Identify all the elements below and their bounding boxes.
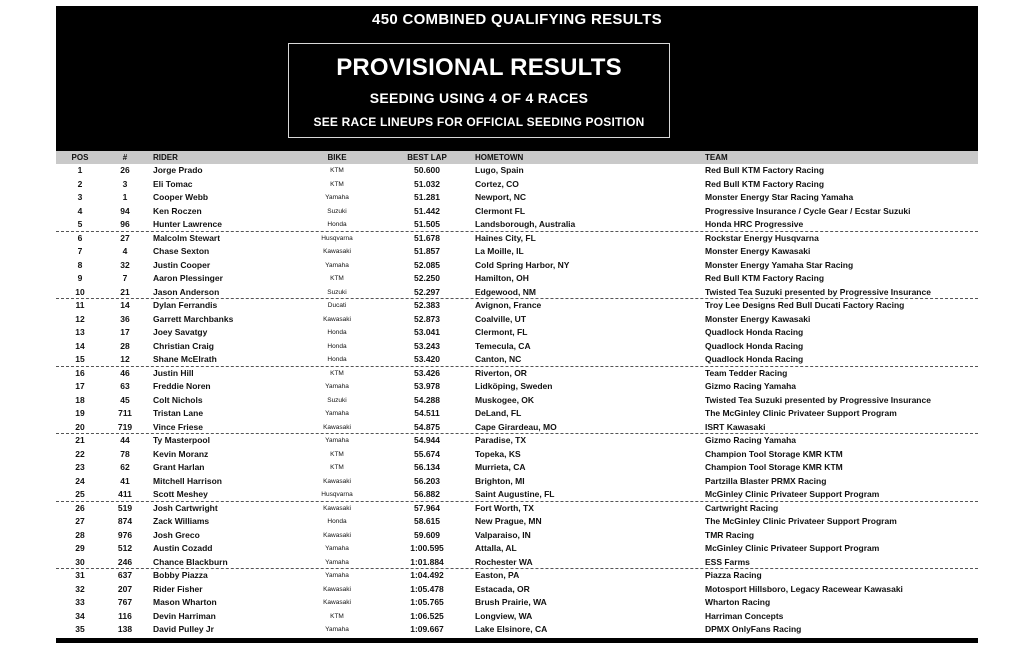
- cell-best-lap: 54.288: [414, 394, 440, 405]
- cell-number: 519: [117, 502, 133, 513]
- cell-pos: 11: [75, 300, 85, 310]
- cell-team: Progressive Insurance / Cycle Gear / Ecstar Suzuki: [705, 205, 911, 216]
- cell-team: Red Bull KTM Factory Racing: [705, 165, 825, 175]
- cell-team: Monster Energy Yamaha Star Racing: [705, 259, 854, 270]
- cell-bike: Kawasaki: [323, 477, 351, 485]
- cell-best-lap: 52.250: [414, 273, 440, 283]
- cell-pos: 33: [75, 597, 85, 607]
- cell-bike: KTM: [330, 167, 344, 174]
- cell-bike: Kawasaki: [323, 248, 351, 255]
- table-row: [56, 218, 978, 232]
- cell-hometown: Rochester WA: [475, 556, 533, 567]
- table-row: [56, 596, 978, 610]
- cell-best-lap: 51.678: [414, 232, 440, 243]
- cell-number: 78: [120, 448, 130, 459]
- column-header-row: [56, 151, 978, 164]
- cell-pos: 16: [75, 367, 85, 378]
- cell-bike: KTM: [330, 450, 344, 458]
- column-header-team: TEAM: [705, 153, 728, 162]
- cell-team: Twisted Tea Suzuki presented by Progressive Insurance: [705, 394, 931, 405]
- cell-best-lap: 52.297: [414, 286, 440, 297]
- cell-rider: Christian Craig: [153, 340, 214, 351]
- cell-pos: 31: [75, 570, 85, 580]
- cell-best-lap: 56.134: [414, 462, 440, 472]
- cell-hometown: Fort Worth, TX: [475, 502, 534, 513]
- cell-team: Motosport Hillsboro, Legacy Racewear Kawasaki: [705, 583, 903, 594]
- cell-bike: Kawasaki: [323, 315, 351, 323]
- cell-pos: 23: [75, 462, 85, 472]
- results-table-body: [56, 164, 978, 637]
- cell-best-lap: 53.041: [414, 327, 440, 337]
- cell-best-lap: 1:05.478: [410, 583, 444, 594]
- cell-best-lap: 57.964: [414, 502, 440, 513]
- cell-bike: Suzuki: [327, 288, 347, 296]
- table-row: [56, 502, 978, 516]
- cell-bike: Honda: [327, 329, 347, 336]
- cell-rider: Malcolm Stewart: [153, 232, 221, 243]
- cell-hometown: Clermont, FL: [475, 327, 528, 337]
- cell-team: Gizmo Racing Yamaha: [705, 435, 797, 445]
- table-row: [56, 191, 978, 205]
- cell-pos: 12: [75, 313, 85, 324]
- cell-bike: Kawasaki: [323, 531, 351, 539]
- cell-hometown: Attalla, AL: [475, 543, 517, 553]
- cell-pos: 2: [77, 178, 83, 189]
- cell-number: 26: [120, 165, 130, 175]
- cell-best-lap: 1:01.884: [410, 556, 444, 567]
- cell-bike: Yamaha: [325, 261, 349, 269]
- cell-bike: KTM: [330, 275, 344, 282]
- cell-hometown: Murrieta, CA: [475, 462, 526, 472]
- cell-team: Twisted Tea Suzuki presented by Progressive Insurance: [705, 286, 931, 297]
- cell-rider: Joey Savatgy: [153, 327, 208, 337]
- cell-best-lap: 51.505: [414, 219, 440, 229]
- cell-bike: KTM: [330, 612, 344, 620]
- cell-number: 32: [120, 259, 130, 270]
- cell-rider: Ken Roczen: [153, 205, 202, 216]
- cell-pos: 1: [77, 165, 83, 175]
- cell-bike: Yamaha: [325, 572, 349, 579]
- cell-best-lap: 54.511: [414, 408, 440, 418]
- cell-team: Wharton Racing: [705, 597, 771, 607]
- cell-hometown: Longview, WA: [475, 610, 533, 621]
- cell-pos: 9: [77, 273, 83, 283]
- cell-number: 512: [117, 543, 133, 553]
- lineup-note: SEE RACE LINEUPS FOR OFFICIAL SEEDING POSITION: [313, 115, 645, 129]
- cell-rider: Austin Cozadd: [153, 543, 213, 553]
- cell-hometown: Cold Spring Harbor, NY: [475, 259, 570, 270]
- cell-number: 17: [120, 327, 130, 337]
- cell-pos: 25: [75, 489, 85, 499]
- cell-team: ISRT Kawasaki: [705, 421, 766, 432]
- bottom-bar: [56, 638, 978, 643]
- cell-hometown: Haines City, FL: [475, 232, 536, 243]
- cell-bike: Yamaha: [325, 558, 349, 566]
- cell-rider: Cooper Webb: [153, 192, 209, 202]
- cell-best-lap: 56.882: [414, 489, 440, 499]
- cell-best-lap: 51.032: [414, 178, 440, 189]
- cell-team: Quadlock Honda Racing: [705, 354, 804, 364]
- cell-pos: 30: [75, 556, 85, 567]
- cell-rider: Josh Cartwright: [153, 502, 218, 513]
- cell-pos: 17: [75, 381, 85, 391]
- cell-number: 207: [117, 583, 133, 594]
- cell-bike: KTM: [330, 369, 344, 377]
- cell-hometown: Landsborough, Australia: [475, 219, 576, 229]
- cell-number: 63: [120, 381, 130, 391]
- table-row: [56, 623, 978, 637]
- cell-best-lap: 1:00.595: [410, 543, 444, 553]
- cell-hometown: Valparaiso, IN: [475, 529, 531, 540]
- cell-hometown: Lake Elsinore, CA: [475, 624, 548, 634]
- column-header-best-lap: BEST LAP: [407, 153, 447, 162]
- cell-hometown: Lidköping, Sweden: [475, 381, 553, 391]
- table-row: [56, 461, 978, 475]
- cell-rider: Bobby Piazza: [153, 570, 208, 580]
- cell-best-lap: 1:06.525: [410, 610, 444, 621]
- table-row: [56, 407, 978, 421]
- column-header-bike: BIKE: [327, 153, 347, 162]
- cell-hometown: Temecula, CA: [475, 340, 531, 351]
- table-row: [56, 542, 978, 556]
- cell-bike: Kawasaki: [323, 585, 351, 593]
- cell-number: 45: [120, 394, 130, 405]
- cell-number: 94: [120, 205, 130, 216]
- cell-pos: 4: [77, 205, 83, 216]
- cell-best-lap: 54.944: [414, 435, 440, 445]
- cell-pos: 8: [77, 259, 83, 270]
- cell-bike: Kawasaki: [323, 423, 351, 431]
- cell-team: Red Bull KTM Factory Racing: [705, 178, 825, 189]
- cell-number: 1: [122, 192, 128, 202]
- cell-best-lap: 53.420: [414, 354, 440, 364]
- cell-pos: 20: [75, 421, 85, 432]
- table-row: [56, 232, 978, 246]
- table-row: [56, 245, 978, 259]
- cell-pos: 10: [75, 286, 85, 297]
- table-row: [56, 515, 978, 529]
- cell-rider: Justin Cooper: [153, 259, 211, 270]
- cell-bike: Honda: [327, 356, 347, 363]
- cell-bike: Suzuki: [327, 207, 347, 215]
- cell-number: 96: [120, 219, 130, 229]
- cell-number: 976: [117, 529, 133, 540]
- cell-bike: Honda: [327, 342, 347, 350]
- cell-number: 719: [117, 421, 133, 432]
- cell-team: McGinley Clinic Privateer Support Program: [705, 543, 880, 553]
- cell-bike: Yamaha: [325, 410, 349, 417]
- cell-best-lap: 1:04.492: [410, 570, 444, 580]
- cell-hometown: Clermont FL: [475, 205, 526, 216]
- cell-rider: Devin Harriman: [153, 610, 216, 621]
- cell-number: 7: [122, 273, 128, 283]
- cell-bike: KTM: [330, 464, 344, 471]
- cell-pos: 32: [75, 583, 85, 594]
- cell-pos: 15: [75, 354, 85, 364]
- cell-team: Monster Energy Star Racing Yamaha: [705, 192, 854, 202]
- table-row: [56, 178, 978, 192]
- cell-rider: Jorge Prado: [153, 165, 203, 175]
- cell-rider: Justin Hill: [153, 367, 194, 378]
- cell-number: 411: [118, 489, 132, 499]
- cell-hometown: Canton, NC: [475, 354, 522, 364]
- provisional-box: [288, 43, 670, 138]
- cell-rider: Garrett Marchbanks: [153, 313, 234, 324]
- cell-number: 21: [120, 286, 130, 297]
- cell-pos: 6: [77, 232, 83, 243]
- cell-rider: Chance Blackburn: [153, 556, 228, 567]
- cell-pos: 19: [75, 408, 85, 418]
- cell-pos: 21: [75, 435, 85, 445]
- cell-pos: 34: [75, 610, 85, 621]
- table-row: [56, 164, 978, 178]
- cell-team: Quadlock Honda Racing: [705, 327, 804, 337]
- cell-rider: Shane McElrath: [153, 354, 217, 364]
- provisional-title: PROVISIONAL RESULTS: [336, 54, 622, 81]
- cell-team: ESS Farms: [705, 556, 750, 567]
- table-row: [56, 259, 978, 273]
- table-row: [56, 299, 978, 313]
- cell-team: Champion Tool Storage KMR KTM: [705, 462, 843, 472]
- cell-best-lap: 51.442: [414, 205, 440, 216]
- table-row: [56, 380, 978, 394]
- cell-number: 637: [117, 570, 133, 580]
- cell-rider: Scott Meshey: [153, 489, 208, 499]
- cell-hometown: Hamilton, OH: [475, 273, 529, 283]
- cell-best-lap: 53.978: [414, 381, 440, 391]
- cell-pos: 28: [75, 529, 85, 540]
- cell-pos: 7: [77, 246, 83, 256]
- column-header-hometown: HOMETOWN: [475, 153, 524, 162]
- table-row: [56, 394, 978, 408]
- table-row: [56, 326, 978, 340]
- cell-number: 3: [122, 178, 128, 189]
- table-row: [56, 475, 978, 489]
- cell-hometown: Coalville, UT: [475, 313, 527, 324]
- cell-bike: Husqvarna: [321, 234, 353, 242]
- cell-bike: Ducati: [327, 302, 347, 309]
- cell-hometown: Brush Prairie, WA: [475, 597, 547, 607]
- cell-pos: 5: [77, 219, 83, 229]
- cell-number: 36: [120, 313, 130, 324]
- cell-best-lap: 50.600: [414, 165, 440, 175]
- cell-pos: 14: [75, 340, 85, 351]
- cell-best-lap: 1:05.765: [410, 597, 444, 607]
- cell-bike: Yamaha: [325, 437, 349, 444]
- cell-hometown: Avignon, France: [475, 300, 542, 310]
- cell-bike: Suzuki: [327, 396, 347, 404]
- cell-number: 62: [120, 462, 130, 472]
- cell-number: 14: [120, 300, 130, 310]
- table-row: [56, 353, 978, 367]
- cell-pos: 18: [75, 394, 85, 405]
- cell-best-lap: 54.875: [414, 421, 440, 432]
- cell-number: 116: [118, 610, 132, 621]
- cell-best-lap: 56.203: [414, 475, 440, 486]
- cell-hometown: Edgewood, NM: [475, 286, 536, 297]
- seeding-subtitle: SEEDING USING 4 OF 4 RACES: [369, 90, 589, 106]
- cell-hometown: La Moille, IL: [475, 246, 524, 256]
- cell-team: TMR Racing: [705, 529, 755, 540]
- cell-hometown: Muskogee, OK: [475, 394, 535, 405]
- cell-number: 138: [117, 624, 133, 634]
- cell-rider: Kevin Moranz: [153, 448, 209, 459]
- table-row: [56, 205, 978, 219]
- cell-bike: Yamaha: [325, 545, 349, 552]
- cell-best-lap: 52.873: [414, 313, 440, 324]
- cell-number: 874: [117, 516, 133, 526]
- cell-rider: Aaron Plessinger: [153, 273, 223, 283]
- cell-number: 711: [118, 408, 132, 418]
- cell-hometown: Estacada, OR: [475, 583, 530, 594]
- cell-bike: KTM: [330, 180, 344, 188]
- cell-pos: 29: [75, 543, 85, 553]
- cell-pos: 3: [77, 192, 83, 202]
- table-row: [56, 488, 978, 502]
- cell-rider: Rider Fisher: [153, 583, 203, 594]
- table-row: [56, 569, 978, 583]
- table-row: [56, 313, 978, 327]
- cell-number: 41: [120, 475, 130, 486]
- cell-team: DPMX OnlyFans Racing: [705, 624, 802, 634]
- cell-bike: Kawasaki: [323, 599, 351, 606]
- cell-bike: Honda: [327, 518, 347, 525]
- cell-team: Quadlock Honda Racing: [705, 340, 804, 351]
- cell-best-lap: 59.609: [414, 529, 440, 540]
- cell-hometown: Cape Girardeau, MO: [475, 421, 557, 432]
- cell-rider: Tristan Lane: [153, 408, 204, 418]
- header-banner: [56, 6, 978, 151]
- table-row: [56, 421, 978, 435]
- cell-bike: Husqvarna: [321, 491, 353, 498]
- table-row: [56, 286, 978, 300]
- cell-team: Piazza Racing: [705, 570, 762, 580]
- column-header-rider: RIDER: [153, 153, 178, 162]
- cell-bike: Yamaha: [325, 383, 349, 390]
- cell-rider: Dylan Ferrandis: [153, 300, 218, 310]
- cell-bike: Honda: [327, 221, 347, 228]
- cell-number: 44: [120, 435, 130, 445]
- top-title: 450 COMBINED QUALIFYING RESULTS: [372, 11, 662, 28]
- cell-hometown: Topeka, KS: [475, 448, 521, 459]
- cell-hometown: Easton, PA: [475, 570, 520, 580]
- cell-best-lap: 53.426: [414, 367, 440, 378]
- cell-rider: Eli Tomac: [153, 178, 193, 189]
- cell-team: Champion Tool Storage KMR KTM: [705, 448, 843, 459]
- cell-number: 4: [122, 246, 128, 256]
- cell-rider: Josh Greco: [153, 529, 200, 540]
- cell-rider: Vince Friese: [153, 421, 203, 432]
- cell-best-lap: 1:09.667: [410, 624, 444, 634]
- table-row: [56, 610, 978, 624]
- cell-team: Cartwright Racing: [705, 502, 779, 513]
- cell-bike: Yamaha: [325, 626, 349, 633]
- cell-best-lap: 51.281: [414, 192, 440, 202]
- cell-best-lap: 51.857: [414, 246, 440, 256]
- cell-rider: Ty Masterpool: [153, 435, 210, 445]
- table-row: [56, 434, 978, 448]
- cell-pos: 35: [75, 624, 85, 634]
- cell-team: Partzilla Blaster PRMX Racing: [705, 475, 827, 486]
- cell-rider: Mason Wharton: [153, 597, 217, 607]
- cell-rider: Hunter Lawrence: [153, 219, 222, 229]
- cell-rider: Grant Harlan: [153, 462, 205, 472]
- cell-best-lap: 53.243: [414, 340, 440, 351]
- cell-bike: Kawasaki: [323, 504, 351, 512]
- cell-team: Rockstar Energy Husqvarna: [705, 232, 819, 243]
- cell-number: 28: [120, 340, 130, 351]
- results-sheet: [56, 6, 978, 643]
- cell-team: Harriman Concepts: [705, 610, 784, 621]
- cell-number: 27: [120, 232, 130, 243]
- cell-number: 46: [120, 367, 130, 378]
- cell-best-lap: 52.383: [414, 300, 440, 310]
- cell-team: Monster Energy Kawasaki: [705, 313, 811, 324]
- cell-team: Red Bull KTM Factory Racing: [705, 273, 825, 283]
- cell-pos: 13: [75, 327, 85, 337]
- cell-hometown: Riverton, OR: [475, 367, 527, 378]
- cell-rider: Chase Sexton: [153, 246, 210, 256]
- cell-team: The McGinley Clinic Privateer Support Program: [705, 516, 897, 526]
- table-row: [56, 529, 978, 543]
- cell-best-lap: 52.085: [414, 259, 440, 270]
- cell-best-lap: 58.615: [414, 516, 440, 526]
- cell-pos: 22: [75, 448, 85, 459]
- table-row: [56, 448, 978, 462]
- cell-pos: 27: [75, 516, 85, 526]
- cell-hometown: Brighton, MI: [475, 475, 525, 486]
- cell-bike: Yamaha: [325, 194, 349, 201]
- table-row: [56, 340, 978, 354]
- cell-rider: Colt Nichols: [153, 394, 203, 405]
- cell-hometown: Lugo, Spain: [475, 165, 524, 175]
- cell-hometown: Cortez, CO: [475, 178, 519, 189]
- cell-rider: David Pulley Jr: [153, 624, 214, 634]
- cell-team: Honda HRC Progressive: [705, 219, 804, 229]
- cell-team: Troy Lee Designs Red Bull Ducati Factory Racing: [705, 300, 905, 310]
- cell-team: Gizmo Racing Yamaha: [705, 381, 797, 391]
- cell-number: 12: [120, 354, 130, 364]
- cell-rider: Jason Anderson: [153, 286, 220, 297]
- cell-rider: Mitchell Harrison: [153, 475, 222, 486]
- cell-hometown: DeLand, FL: [475, 408, 522, 418]
- cell-team: McGinley Clinic Privateer Support Program: [705, 489, 880, 499]
- cell-hometown: New Prague, MN: [475, 516, 542, 526]
- cell-pos: 24: [75, 475, 85, 486]
- cell-best-lap: 55.674: [414, 448, 440, 459]
- cell-rider: Freddie Noren: [153, 381, 211, 391]
- table-row: [56, 583, 978, 597]
- column-header-pos: POS: [71, 153, 89, 162]
- table-row: [56, 556, 978, 570]
- table-row: [56, 367, 978, 381]
- cell-pos: 26: [75, 502, 85, 513]
- cell-number: 767: [117, 597, 133, 607]
- cell-team: The McGinley Clinic Privateer Support Program: [705, 408, 897, 418]
- cell-team: Team Tedder Racing: [705, 367, 788, 378]
- column-header-number: #: [122, 153, 128, 162]
- table-row: [56, 272, 978, 286]
- cell-rider: Zack Williams: [153, 516, 210, 526]
- cell-hometown: Newport, NC: [475, 192, 526, 202]
- cell-hometown: Paradise, TX: [475, 435, 527, 445]
- cell-team: Monster Energy Kawasaki: [705, 246, 811, 256]
- cell-hometown: Saint Augustine, FL: [475, 489, 555, 499]
- cell-number: 246: [117, 556, 133, 567]
